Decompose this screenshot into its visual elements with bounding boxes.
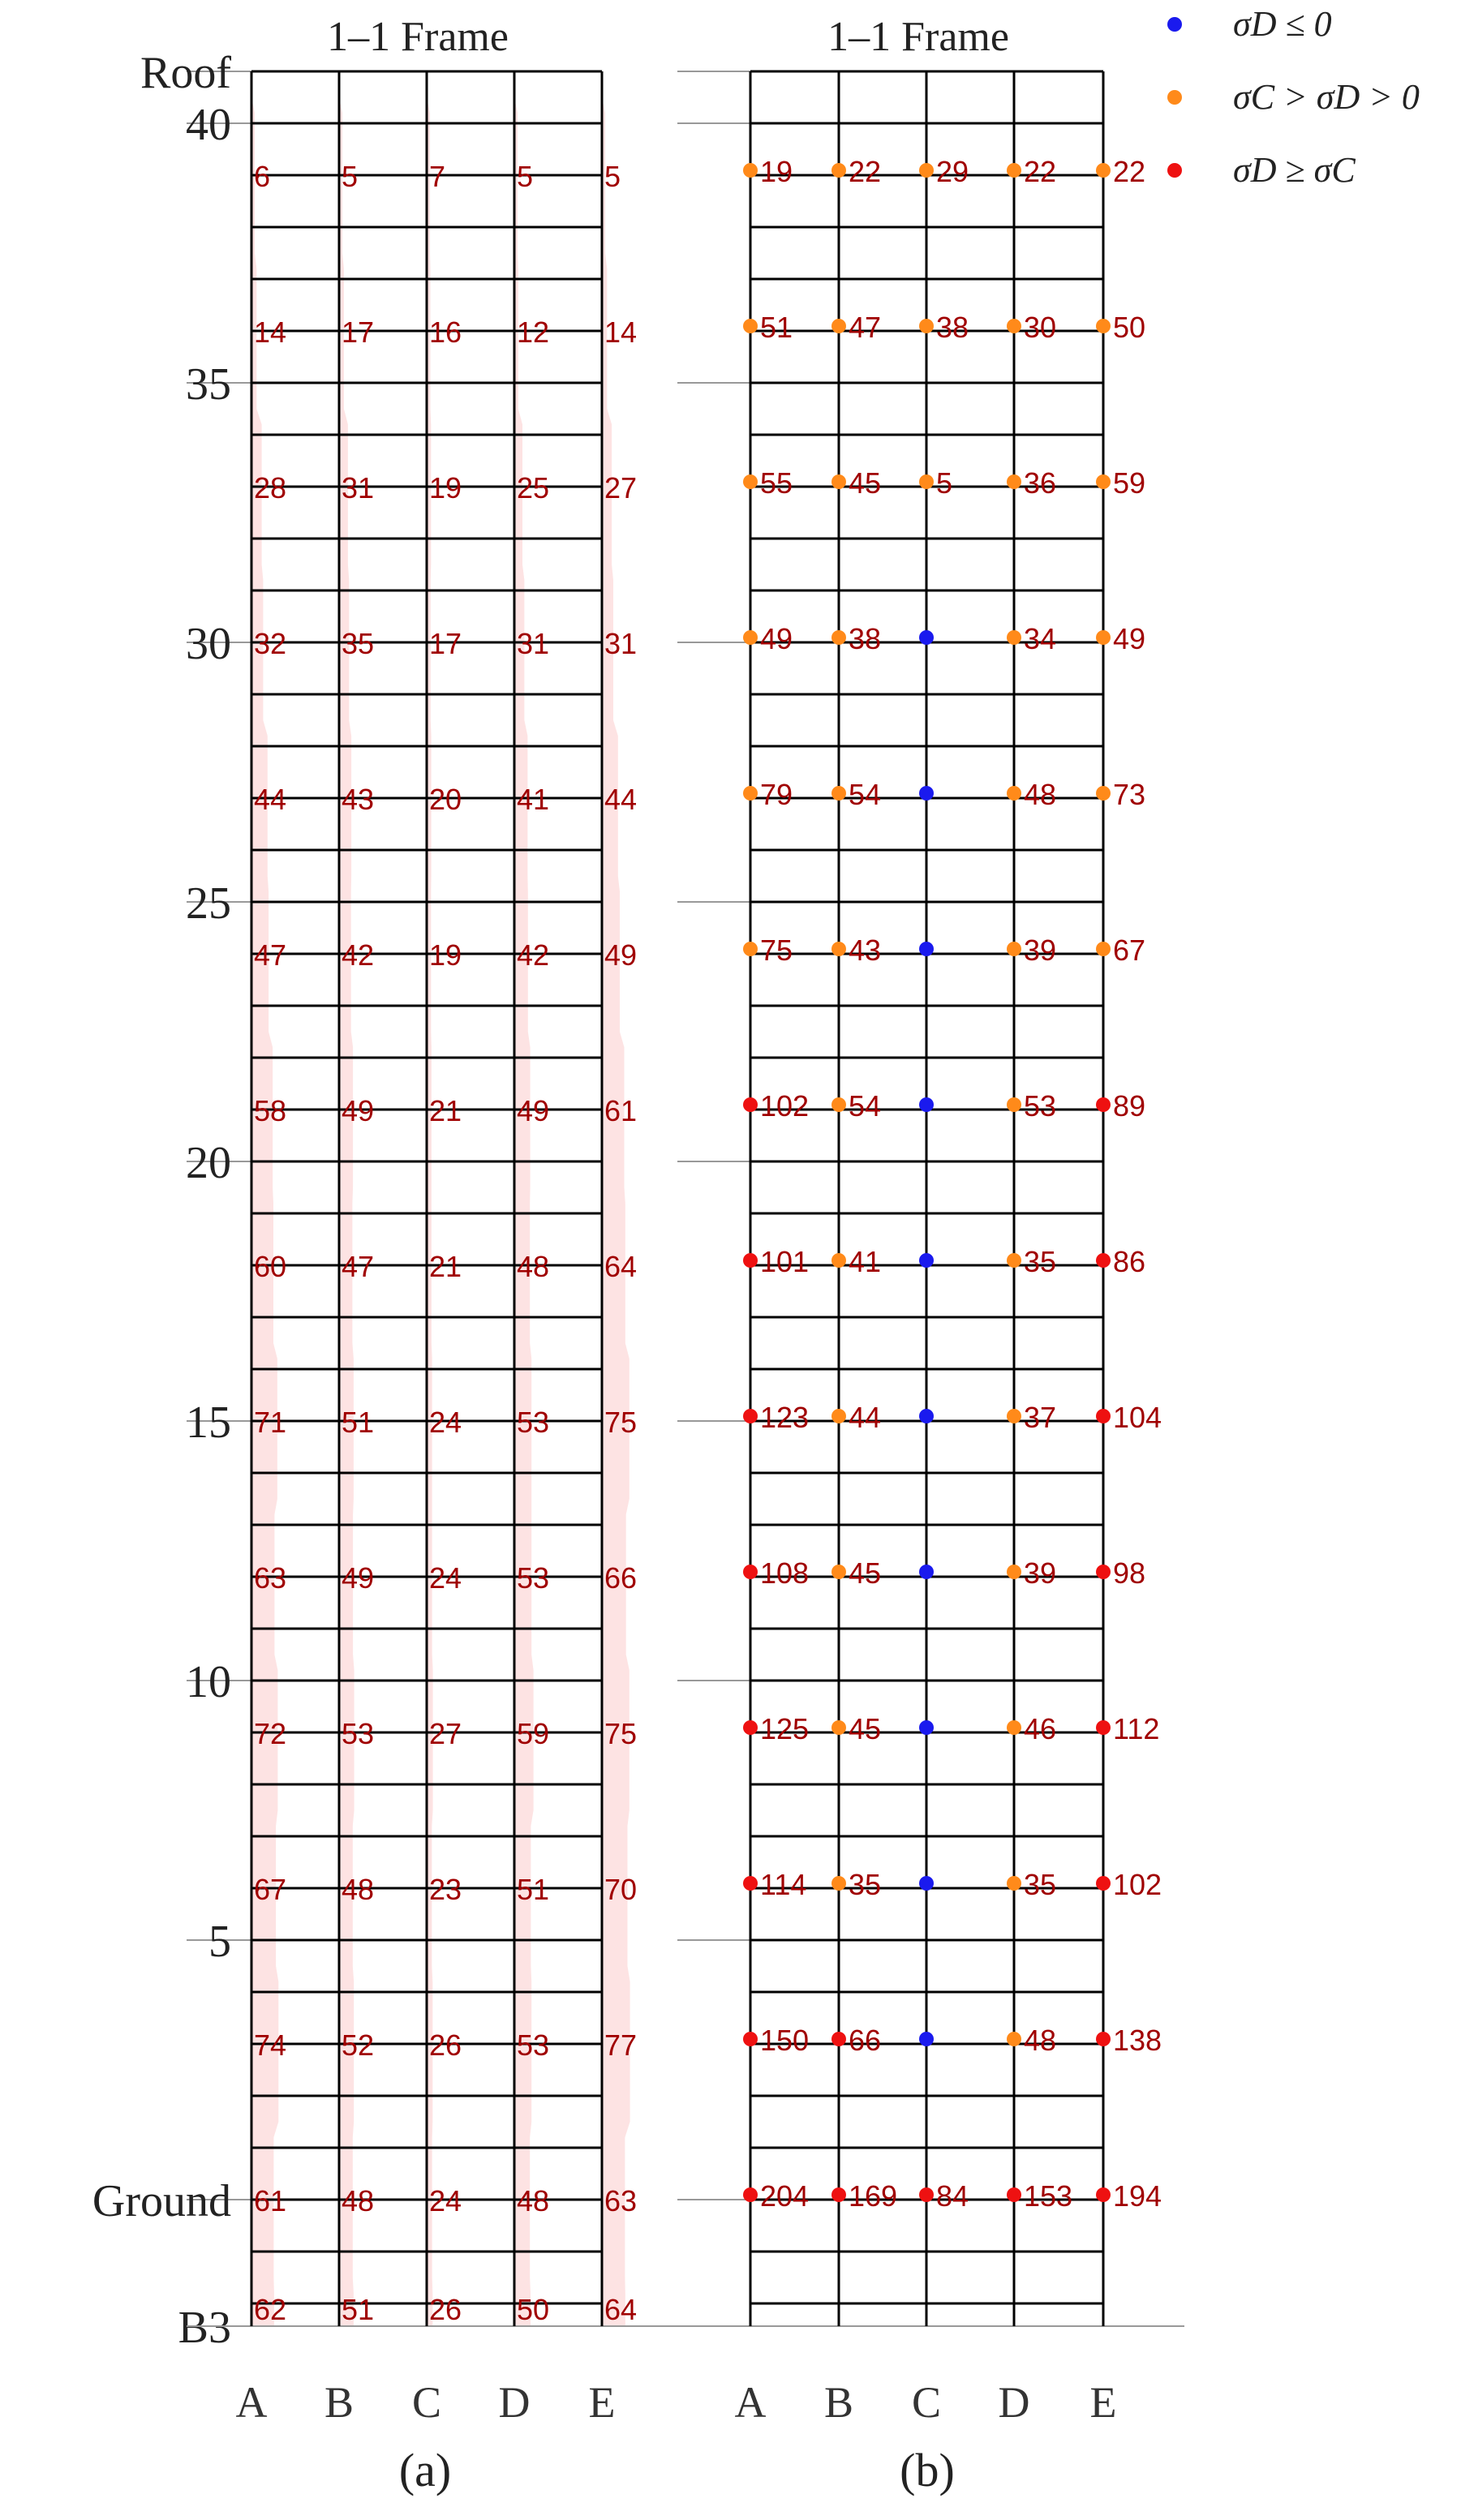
panel-b-value: 102 [760,1089,810,1123]
panel-b-value: 138 [1113,2024,1162,2057]
panel-a-value: 32 [254,627,287,660]
panel-a-value: 43 [342,783,375,816]
status-dot-orange [1007,1565,1021,1579]
panel-a-value: 35 [342,627,375,660]
panel-a-value: 48 [342,1873,375,1906]
panel-b-value: 48 [1024,778,1057,811]
panel-b-value: 43 [849,934,882,967]
panel-b-value: 29 [936,155,969,188]
panel-b-value: 39 [1024,934,1057,967]
panel-a-value: 49 [342,1094,375,1127]
y-tick-label: 15 [186,1397,231,1448]
panel-b-value: 49 [760,622,793,655]
status-dot-blue [919,2032,934,2046]
status-dot-orange [1096,630,1111,645]
column-label-D: D [498,2378,531,2427]
status-dot-orange [1007,474,1021,489]
y-tick-label: 35 [186,359,231,410]
status-dot-blue [919,1876,934,1891]
panel-b-value: 34 [1024,622,1057,655]
panel-a-value: 52 [342,2028,375,2062]
y-tick-label: 40 [186,100,231,150]
status-dot-red [1096,2032,1111,2046]
panel-a-value: 47 [342,1250,375,1283]
panel-a-title: 1–1 Frame [327,14,509,60]
panel-b-value: 5 [936,466,953,500]
panel-b-value: 153 [1024,2179,1073,2213]
status-dot-red [1007,2187,1021,2202]
status-dot-orange [831,163,846,178]
panel-a-value: 24 [429,2184,462,2217]
panel-b-value: 35 [849,1868,882,1901]
panel-b-value: 30 [1024,311,1057,344]
column-label-B: B [324,2378,355,2427]
panel-b-value: 125 [760,1712,810,1745]
panel-b-value: 50 [1113,311,1146,344]
status-dot-blue [919,630,934,645]
panel-b-value: 114 [760,1868,807,1901]
status-dot-orange [831,1720,846,1735]
panel-a-value: 75 [604,1717,638,1750]
status-dot-red [1096,1720,1111,1735]
column-label-D: D [998,2378,1030,2427]
status-dot-orange [919,319,934,333]
panel-b-value: 204 [760,2179,810,2213]
status-dot-red [919,2187,934,2202]
legend-label: σD ≤ 0 [1233,4,1332,44]
panel-a-value: 63 [254,1561,287,1595]
panel-b-value: 108 [760,1556,810,1590]
panel-b-value: 169 [849,2179,898,2213]
y-tick-label: 30 [186,619,231,669]
panel-a-value: 19 [429,471,462,504]
panel-a-value: 14 [254,316,287,349]
status-dot-orange [831,1097,846,1112]
panel-b-value: 39 [1024,1556,1057,1590]
status-dot-orange [1007,1097,1021,1112]
column-label-A: A [734,2378,767,2427]
status-dot-orange [1007,2032,1021,2046]
status-dot-orange [919,163,934,178]
panel-b-value: 37 [1024,1401,1057,1434]
panel-a-value: 61 [254,2184,287,2217]
panel-a-value: 49 [517,1094,550,1127]
panel-b-caption: (b) [900,2444,955,2496]
status-dot-red [743,1565,758,1579]
panel-a-value: 12 [517,316,550,349]
status-dot-orange [743,474,758,489]
panel-b-value: 104 [1113,1401,1162,1434]
panel-b-value: 73 [1113,778,1146,811]
status-dot-red [743,1253,758,1268]
panel-a-value: 67 [254,1873,287,1906]
status-dot-blue [919,786,934,801]
panel-b-value: 194 [1113,2179,1162,2213]
panel-b-grid [750,71,1103,2326]
status-dot-red [743,2187,758,2202]
panel-b-value: 51 [760,311,793,344]
panel-b-value: 67 [1113,934,1146,967]
panel-a-value: 26 [429,2293,462,2326]
status-dot-blue [919,1253,934,1268]
panel-a-grid [251,71,602,2326]
status-dot-red [743,2032,758,2046]
y-tick-label: 25 [186,878,231,929]
panel-b-value: 46 [1024,1712,1057,1745]
status-dot-orange [831,1253,846,1268]
legend-dot-red [1167,163,1182,178]
panel-a-value: 48 [517,2184,550,2217]
legend [1167,4,1420,190]
status-dot-blue [919,1097,934,1112]
status-dot-orange [831,630,846,645]
panel-a-value: 31 [604,627,638,660]
panel-b-value: 59 [1113,466,1146,500]
legend-label: σC > σD > 0 [1233,77,1420,117]
status-dot-orange [831,786,846,801]
x-axis-labels [236,2378,1117,2427]
panel-a-value: 53 [342,1717,375,1750]
status-dot-orange [743,319,758,333]
panel-b-value: 41 [849,1245,882,1278]
panel-a-value: 7 [429,160,446,193]
panel-b-value: 44 [849,1401,882,1434]
panel-a-value: 16 [429,316,462,349]
status-dot-orange [743,630,758,645]
status-dot-red [831,2032,846,2046]
y-tick-label: 5 [208,1917,231,1967]
panel-a-value: 53 [517,1561,550,1595]
panel-a-value: 6 [254,160,271,193]
panel-a-value: 72 [254,1717,287,1750]
panel-a-value: 26 [429,2028,462,2062]
panel-a-value: 42 [517,938,550,972]
status-dot-blue [919,1720,934,1735]
panel-a-value: 49 [604,938,638,972]
panel-a-value: 5 [342,160,359,193]
panel-a-value: 48 [517,1250,550,1283]
status-dot-red [1096,1565,1111,1579]
panel-a-value: 50 [517,2293,550,2326]
panel-b-value: 84 [936,2179,969,2213]
panel-b-value: 123 [760,1401,810,1434]
panel-a-value: 31 [342,471,375,504]
panel-a-value: 58 [254,1094,287,1127]
column-label-E: E [1089,2378,1117,2427]
panel-b-value: 54 [849,778,882,811]
panel-b-value: 75 [760,934,793,967]
panel-a-value: 53 [517,1406,550,1439]
panel-a-value: 51 [517,1873,550,1906]
column-label-E: E [588,2378,616,2427]
column-label-B: B [823,2378,854,2427]
panel-a-value: 19 [429,938,462,972]
panel-a-value: 49 [342,1561,375,1595]
status-dot-orange [1096,319,1111,333]
status-dot-orange [1007,1876,1021,1891]
panel-b-value: 112 [1113,1712,1160,1745]
status-dot-red [743,1720,758,1735]
panel-a-value: 61 [604,1094,638,1127]
panel-a-value: 74 [254,2028,287,2062]
panel-a-value: 23 [429,1873,462,1906]
panel-a-caption: (a) [398,2444,452,2496]
panel-a-value: 24 [429,1406,462,1439]
panel-b-value: 98 [1113,1556,1146,1590]
status-dot-red [1096,2187,1111,2202]
y-level-label: Ground [92,2176,231,2226]
y-level-label: B3 [178,2303,231,2353]
panel-a-value: 44 [604,783,638,816]
panel-b-value: 45 [849,466,882,500]
panel-a-value: 25 [517,471,550,504]
panel-a-value: 75 [604,1406,638,1439]
panel-b-values [743,155,1162,2213]
column-label-C: C [911,2378,942,2427]
panel-b-value: 38 [849,622,882,655]
panel-a-value: 63 [604,2184,638,2217]
panel-a-value: 44 [254,783,287,816]
panel-b-value: 54 [849,1089,882,1123]
panel-a-value: 64 [604,2293,638,2326]
y-tick-label: 20 [186,1138,231,1188]
status-dot-orange [831,942,846,956]
column-label-C: C [411,2378,442,2427]
panel-a-value: 62 [254,2293,287,2326]
status-dot-orange [1096,786,1111,801]
panel-a-value: 24 [429,1561,462,1595]
status-dot-orange [831,319,846,333]
panel-a-value: 53 [517,2028,550,2062]
panel-b-value: 55 [760,466,793,500]
panel-a-value: 51 [342,2293,375,2326]
status-dot-orange [1007,1720,1021,1735]
status-dot-orange [831,1565,846,1579]
status-dot-red [743,1876,758,1891]
status-dot-orange [1096,942,1111,956]
panel-a-value: 42 [342,938,375,972]
panel-a-value: 14 [604,316,638,349]
panel-b-value: 36 [1024,466,1057,500]
status-dot-red [1096,1876,1111,1891]
column-label-A: A [235,2378,268,2427]
panel-b-value: 49 [1113,622,1146,655]
status-dot-orange [1007,786,1021,801]
status-dot-orange [743,942,758,956]
status-dot-orange [1007,942,1021,956]
panel-b-value: 89 [1113,1089,1146,1123]
panel-a-value: 64 [604,1250,638,1283]
legend-label: σD ≥ σC [1233,150,1356,190]
status-dot-red [1096,1253,1111,1268]
panel-b-value: 47 [849,311,882,344]
status-dot-orange [831,474,846,489]
panel-b-value: 101 [760,1245,810,1278]
panel-b-value: 48 [1024,2024,1057,2057]
status-dot-red [1096,1097,1111,1112]
status-dot-red [743,1409,758,1423]
status-dot-blue [919,1565,934,1579]
panel-b-value: 22 [849,155,882,188]
panel-b-value: 22 [1113,155,1146,188]
status-dot-orange [1007,319,1021,333]
legend-dot-orange [1167,90,1182,105]
status-dot-blue [919,942,934,956]
panel-a-value: 41 [517,783,550,816]
panel-b-value: 66 [849,2024,882,2057]
panel-b-value: 38 [936,311,969,344]
status-dot-red [1096,1409,1111,1423]
panel-b-value: 102 [1113,1868,1162,1901]
status-dot-orange [1096,163,1111,178]
panel-b-value: 53 [1024,1089,1057,1123]
panel-b-value: 19 [760,155,793,188]
panel-a-value: 21 [429,1250,462,1283]
panel-b-value: 35 [1024,1245,1057,1278]
status-dot-red [831,2187,846,2202]
panel-b-value: 79 [760,778,793,811]
panel-a-value: 27 [604,471,638,504]
panel-a-value: 71 [254,1406,287,1439]
status-dot-orange [1007,163,1021,178]
y-tick-label: 10 [186,1657,231,1707]
status-dot-orange [743,163,758,178]
status-dot-orange [1007,630,1021,645]
status-dot-orange [919,474,934,489]
panel-a-value: 59 [517,1717,550,1750]
panel-b-value: 150 [760,2024,810,2057]
y-level-label: Roof [140,48,231,98]
status-dot-orange [1007,1409,1021,1423]
panel-a-value: 21 [429,1094,462,1127]
panel-b-value: 45 [849,1712,882,1745]
panel-a-value: 77 [604,2028,638,2062]
legend-dot-blue [1167,17,1182,32]
status-dot-orange [743,786,758,801]
panel-a-value: 28 [254,471,287,504]
panel-a-value: 17 [342,316,375,349]
panel-b-value: 22 [1024,155,1057,188]
panel-a-values [254,160,637,2326]
status-dot-orange [1096,474,1111,489]
panel-a-value: 17 [429,627,462,660]
panel-a-value: 60 [254,1250,287,1283]
panel-a-value: 47 [254,938,287,972]
panel-a-value: 70 [604,1873,638,1906]
panel-a-value: 5 [517,160,534,193]
panel-b-value: 35 [1024,1868,1057,1901]
panel-a-value: 27 [429,1717,462,1750]
panel-a-value: 51 [342,1406,375,1439]
status-dot-orange [831,1409,846,1423]
status-dot-orange [1007,1253,1021,1268]
panel-a-value: 5 [604,160,621,193]
panel-b-value: 45 [849,1556,882,1590]
panel-a-value: 31 [517,627,550,660]
panel-b-value: 86 [1113,1245,1146,1278]
panel-b-title: 1–1 Frame [827,14,1009,60]
status-dot-red [743,1097,758,1112]
panel-a-value: 66 [604,1561,638,1595]
status-dot-blue [919,1409,934,1423]
panel-a-value: 20 [429,783,462,816]
status-dot-orange [831,1876,846,1891]
panel-a-value: 48 [342,2184,375,2217]
